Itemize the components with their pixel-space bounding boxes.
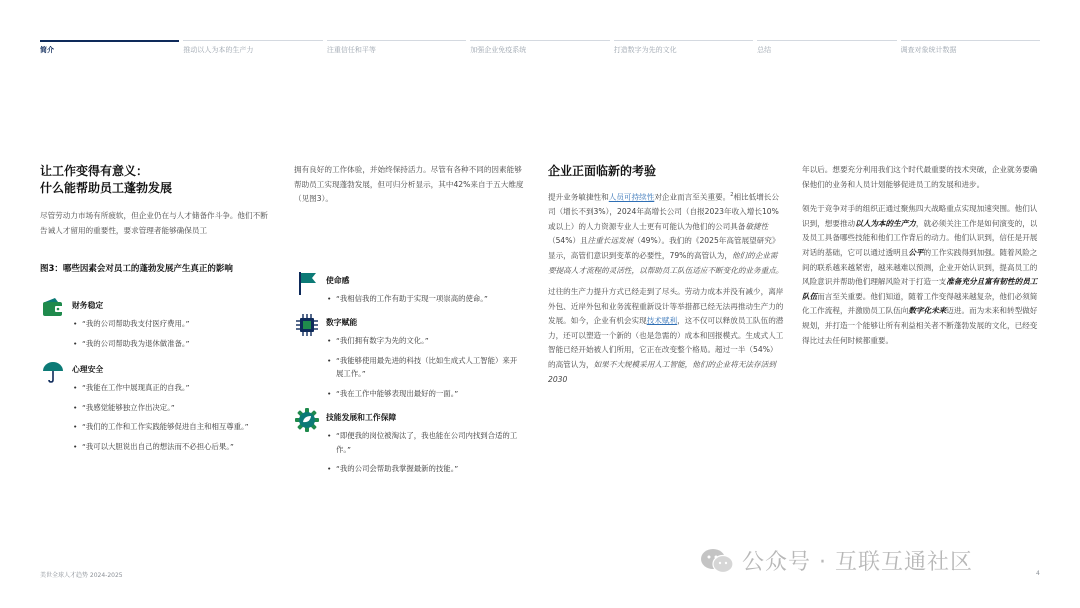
- factor-title: 财务稳定: [72, 301, 104, 311]
- text-run: 公平: [908, 247, 924, 257]
- text-run: 他们的企业需要提高人才流程的灵活性，以帮助员工队伍适应不断变化的业务重点。: [548, 250, 784, 275]
- quote-item: • “我能在工作中展现真正的自我。”: [72, 381, 268, 395]
- text-run: 过往的生产力提升方式已经走到了尽头。劳动力成本并没有减少，离岸外包、近岸外包和业务流程重新设计等举措都已经无法再推动生产力的发展。如今，企业有机会实现: [548, 287, 784, 326]
- tech-link[interactable]: 技术赋利: [646, 316, 678, 326]
- factor-financial: [40, 296, 268, 356]
- quote-item: • “即便我的岗位被淘汰了，我也能在公司内找到合适的工作。”: [326, 429, 524, 456]
- text-run: （54%）且: [548, 236, 588, 246]
- factor-title: 心理安全: [72, 365, 104, 375]
- text-run: 提升业务敏捷性和: [548, 192, 609, 202]
- flag-icon: [294, 270, 320, 296]
- quote-item: • “我的公司帮助我支付医疗费用。”: [72, 317, 268, 331]
- watermark-text: 公众号 · 互联互通社区: [742, 550, 973, 575]
- tab-summary[interactable]: 总结: [757, 40, 896, 60]
- tab-immune-system[interactable]: 加强企业免疫系统: [470, 40, 609, 60]
- text-run: 相比低增长公司（增长不到3%），2024年高增长公司（自报2023年收入增长10%或以上）的人力资源专业人士更有可能认为他们的公司具备: [548, 192, 779, 231]
- text-run: （49%）。我们的《2025年高管展望研究》显示，高管们意识到变革的必要性，79%的高管认为，: [548, 236, 780, 260]
- factor-purpose: [294, 271, 524, 312]
- quote-item: • “我的公司帮助我为退休做准备。”: [72, 337, 268, 351]
- paragraph-challenge: 提升业务敏捷性和人员可持续性对企业而言至关重要。$^2$相比低增长公司（增长不到3%），2024年高增长公司（自报2023年收入增长10%或以上）的人力资源专业人士更有可能认为他们的公司具备敏捷性（54%）且注重长远发展（49%）。我们的《2025年高管展望研究》显示，高管们意识到变革的必要性，79%的高管认为，他们的企业需要提高人才流程的灵活性，以帮助员工队伍适应不断变化的业务重点。: [548, 192, 784, 275]
- tab-digital-culture[interactable]: 打造数字为先的文化: [614, 40, 753, 60]
- factor-digital: [294, 313, 524, 406]
- sustainability-link[interactable]: 人员可持续性: [608, 192, 655, 202]
- section-nav: [40, 40, 1040, 60]
- figure-title: 图3：哪些因素会对员工的蓬勃发展产生真正的影响: [40, 264, 233, 275]
- watermark: [700, 545, 973, 576]
- text-run: 以人为本的生产力: [855, 218, 916, 228]
- factor-quotes: [72, 317, 268, 350]
- intro-paragraph: 尽管劳动力市场有所疲软，但企业仍在与人才储备作斗争。他们不断告诫人才留用的重要性，要求管理者能够确保员工: [40, 211, 268, 235]
- section-heading: [40, 163, 268, 197]
- factor-title: 数字赋能: [326, 318, 358, 328]
- quote-item: • “我在工作中能够表现出最好的一面。”: [326, 387, 524, 401]
- wechat-icon: [700, 548, 734, 574]
- quote-item: • “我感觉能够独立作出决定。”: [72, 401, 268, 415]
- section-heading: 企业正面临新的考验: [548, 164, 657, 178]
- text-run: 如果不大规模采用人工智能，他们的企业将无法存活到2030: [548, 360, 776, 384]
- wallet-icon: [40, 295, 66, 321]
- tab-intro[interactable]: 简介: [40, 40, 179, 60]
- factor-title: 技能发展和工作保障: [326, 413, 397, 423]
- factor-quotes: [326, 429, 524, 476]
- quote-item: • “我们的工作和工作实践能够促进自主和相互尊重。”: [72, 420, 268, 434]
- column-4: [802, 163, 1042, 348]
- factor-quotes: [72, 381, 268, 453]
- page-number: 4: [1036, 570, 1040, 577]
- text-run: ，这不仅可以释放员工队伍的潜力，还可以塑造一个新的（也是急需的）成本和回报模式。生成式人工智能已经开始被人们所用，它正在改变整个格局。超过一半（54%）的高管认为，: [548, 316, 784, 370]
- chip-icon: [294, 312, 320, 338]
- text-run: 而言至关重要。他们知道，随着工作变得越来越复杂，他们必须简化工作流程，并激励员工队伍向: [802, 291, 1038, 316]
- footer-source: 美世全球人才趋势 2024-2025: [40, 572, 123, 579]
- text-run: 准备充分且富有韧性的员工队伍: [802, 277, 1038, 301]
- text-run: 迈进。而为未来和转型做好规划，并打造一个能够让所有利益相关者不断蓬勃发展的文化，已经变得比过去任何时候都重要。: [802, 306, 1038, 345]
- factor-quotes: [326, 334, 524, 400]
- gear-leaf-icon: [294, 407, 320, 433]
- factor-title: 使命感: [326, 275, 350, 285]
- heading-line-2: 什么能帮助员工蓬勃发展: [40, 181, 173, 195]
- column-3: [548, 163, 784, 387]
- text-run: 注重长远发展: [587, 236, 634, 246]
- text-run: 领先于竞争对手的组织正通过聚焦四大战略重点实现加速突围。他们认识到，想要推动: [802, 204, 1038, 228]
- factor-skills: [294, 408, 524, 482]
- paragraph-priorities: [802, 202, 1042, 348]
- text-run: 数字化未来: [908, 306, 947, 316]
- continued-paragraph: 拥有良好的工作体验，并始终保持活力。尽管有各种不同的因素能够帮助员工实现蓬勃发展，但可归分析显示，其中42%来自于五大维度（见图3）。: [294, 165, 524, 204]
- quote-item: • “我相信我的工作有助于实现一项崇高的使命。”: [326, 292, 524, 306]
- quote-item: • “我可以大胆说出自己的想法而不必担心后果。”: [72, 440, 268, 454]
- tab-trust-equity[interactable]: 注重信任和平等: [327, 40, 466, 60]
- tab-demographics[interactable]: 调查对象统计数据: [901, 40, 1040, 60]
- quote-item: • “我能够使用最先进的科技（比如生成式人工智能）来开展工作。”: [326, 354, 524, 381]
- text-run: 敏捷性: [745, 221, 769, 231]
- factor-quotes: [326, 292, 524, 306]
- paragraph-productivity: [548, 285, 784, 387]
- text-run: ，就必须关注工作是如何演变的，以及员工具备哪些技能和他们工作背后的动力。他们认识到，信任是开展对话的基础，它可以通过透明且: [802, 218, 1038, 257]
- column-2: [294, 163, 524, 482]
- factor-psych-safety: [40, 360, 268, 459]
- text-run: 的工作实践得到加强。随着风险之间的联系越来越紧密，越来越难以预测，企业开始认识到，提高员工的风险意识并帮助他们理解风险对于打造一支: [802, 247, 1038, 287]
- paragraph-continued: 年以后。想要充分利用我们这个时代最重要的技术突破，企业就务要确保他们的业务和人员计划能够促进员工的发展和进步。: [802, 165, 1038, 189]
- umbrella-icon: [40, 359, 66, 385]
- quote-item: • “我的公司会帮助我掌握最新的技能。”: [326, 462, 524, 476]
- heading-line-1: 让工作变得有意义：: [40, 164, 149, 178]
- text-run: 对企业而言至关重要。: [654, 192, 731, 202]
- column-1: [40, 163, 268, 459]
- quote-item: • “我们拥有数字为先的文化。”: [326, 334, 524, 348]
- tab-people-productivity[interactable]: 推动以人为本的生产力: [183, 40, 322, 60]
